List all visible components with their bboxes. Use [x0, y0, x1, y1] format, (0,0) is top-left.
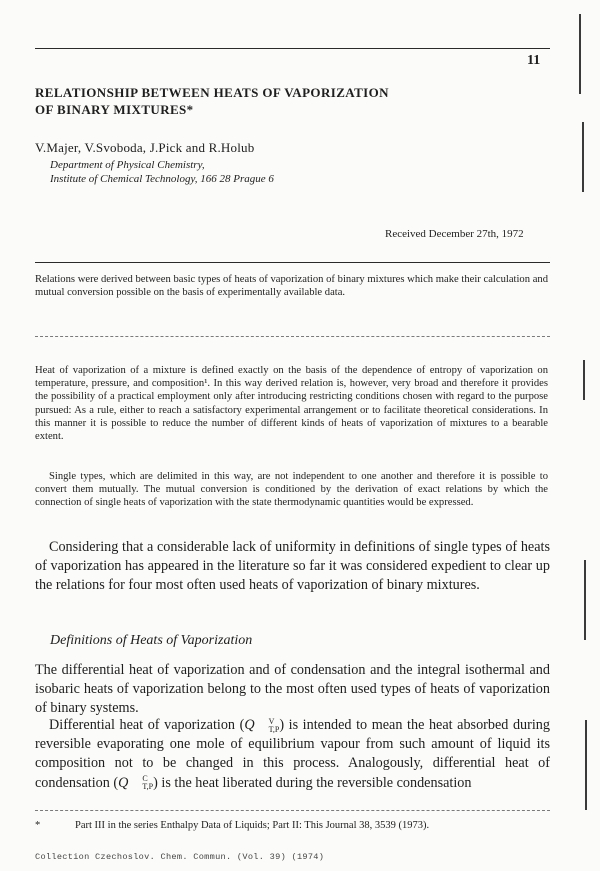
math-symbol [244, 717, 279, 733]
margin-bar [583, 360, 585, 400]
symbol-superscript: C [142, 774, 148, 784]
paragraph: Considering that a considerable lack of uniformity in definitions of single types of heats of vaporization has appeared in the literature so far it was considered expedient to clear up the relations for four most often used heats of vaporization of binary mixtures. [35, 539, 550, 594]
affiliation [50, 158, 450, 186]
footnote-marker: * [35, 820, 41, 831]
authors: V.Majer, V.Svoboda, J.Pick and R.Holub [35, 140, 255, 155]
paragraph: Heat of vaporization of a mixture is defined exactly on the basis of the dependence of entropy of vaporization on temperature, pressure, and composition¹. In this way derived relation is, however, very broad and therefore it provides the possibility of a practical employment only after introducing restricting conditions chosen with regard to the purpose pursued: As a rule, either to reach a satisfactory experimental arrangement or to facilitate theoretical considerations. In this manner it is possible to reduce the number of different kinds of heats of vaporization of mixtures to a bearable extent. [35, 365, 548, 443]
paragraph [35, 716, 550, 793]
margin-bar [585, 720, 587, 810]
footnote [35, 820, 550, 831]
text-run: ) is intended to mean the heat absorbed during reversible evaporating one mole of equilibrium vapour from such amount of liquid its composition not to be changed in this process. Analogously, differential heat of condensation ( [35, 717, 550, 791]
header-rule [35, 48, 550, 49]
paragraph: The differential heat of vaporization and of condensation and the integral isothermal and isobaric heats of vaporization belong to the most often used types of heats of vaporization of binary systems. [35, 662, 550, 717]
abstract-bottom-rule [35, 336, 550, 337]
symbol-subscript: T,P [142, 782, 154, 792]
abstract: Relations were derived between basic types of heats of vaporization of binary mixtures which make their calculation and mutual conversion possible on the basis of experimentally available data. [35, 274, 548, 299]
page-number: 11 [527, 53, 541, 68]
margin-bar [579, 14, 581, 94]
text-run: Differential heat of vaporization ( [49, 717, 245, 733]
affiliation-line: Department of Physical Chemistry, [50, 159, 205, 171]
margin-bar [582, 122, 584, 192]
margin-bar [584, 560, 586, 640]
math-symbol [118, 775, 153, 791]
paper-title [35, 84, 535, 118]
symbol-superscript: V [268, 716, 275, 726]
symbol-subscript: T,P [268, 724, 280, 734]
title-line: RELATIONSHIP BETWEEN HEATS OF VAPORIZATION [35, 85, 389, 100]
symbol-base: Q [244, 717, 255, 733]
title-line: OF BINARY MIXTURES* [35, 102, 194, 117]
footnote-text: Part III in the series Enthalpy Data of Liquids; Part II: This Journal 38, 3539 (1973). [75, 820, 430, 831]
abstract-top-rule [35, 262, 550, 263]
section-heading: Definitions of Heats of Vaporization [50, 633, 253, 648]
footnote-rule [35, 810, 550, 811]
received-date: Received December 27th, 1972 [385, 228, 524, 240]
journal-footer: Collection Czechoslov. Chem. Commun. (Vol. 39) (1974) [35, 852, 325, 862]
affiliation-line: Institute of Chemical Technology, 166 28 Prague 6 [50, 173, 274, 185]
paragraph: Single types, which are delimited in this way, are not independent to one another and therefore it is possible to convert them mutually. The mutual conversion is conditioned by the derivation of exact relations by which the connection of single heats of vaporization with the state thermodynamic quantities would be expressed. [35, 471, 548, 509]
text-run: ) is the heat liberated during the reversible condensation [153, 774, 472, 791]
symbol-base: Q [118, 774, 129, 791]
